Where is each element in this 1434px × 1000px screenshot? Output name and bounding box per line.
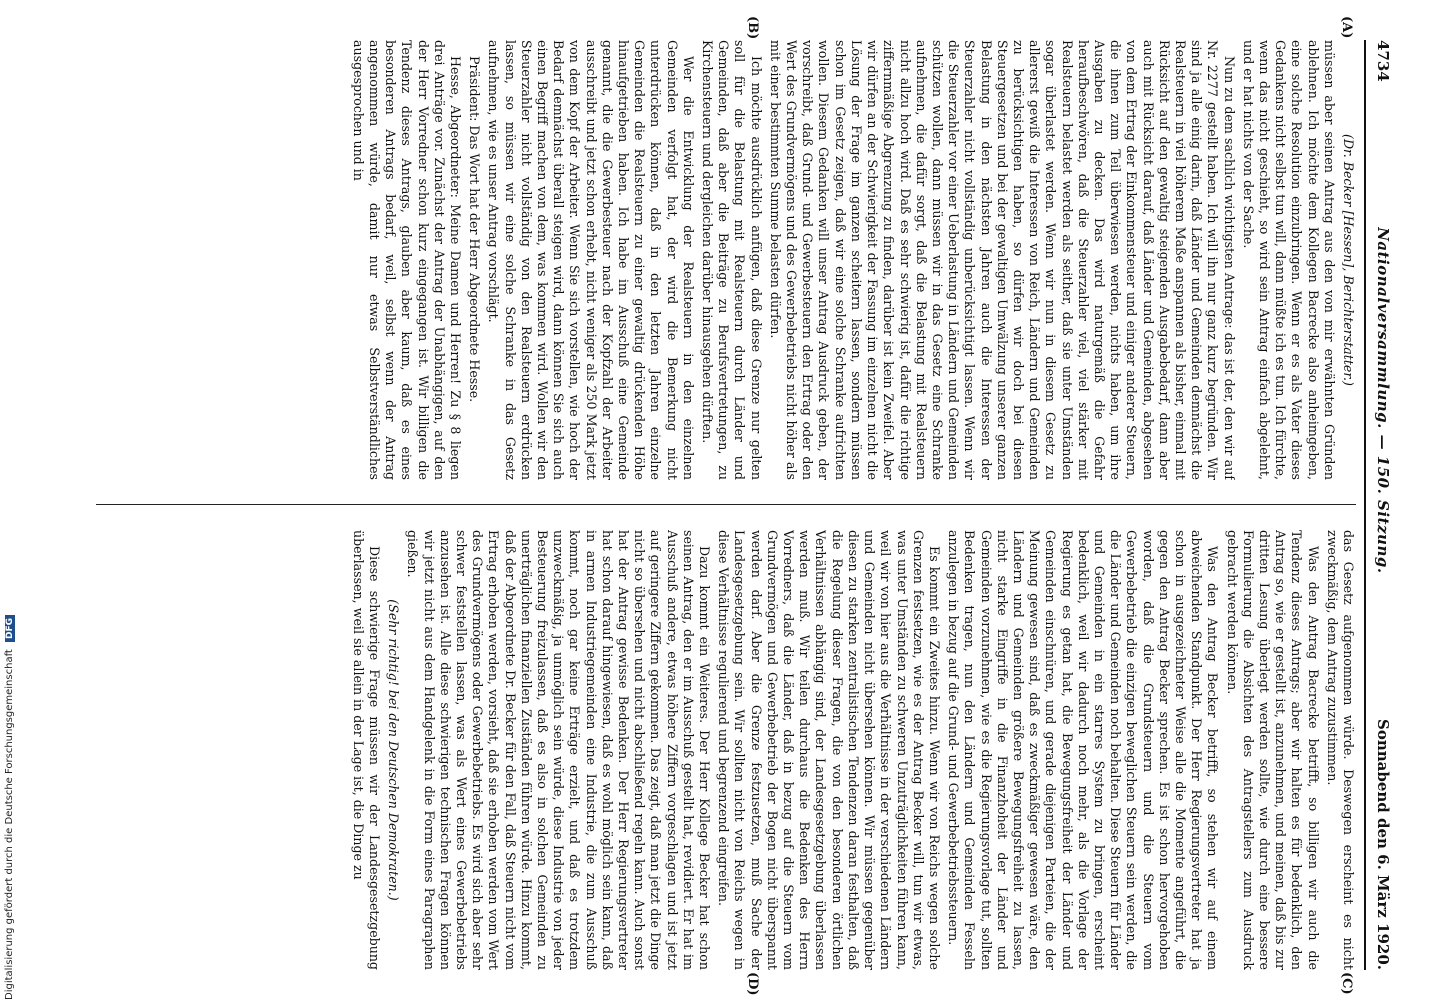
paragraph: müssen aber seinen Antrag aus den von mir erwähnten Gründen ablehnen. Ich möchte dem Kollegen Bacrecke also anheimgeben, eine solche Resolution einzubringen. Wenn er es als Vater dieses Gedankens nicht selbst tun will, dann müßte ich es tun. Ich fürchte, wenn das nicht geschieht, so wird sein Antrag einfach abgelehnt, und er hat nichts von der Sache.: [1240, 40, 1337, 480]
paragraph: Ich möchte ausdrücklich anfügen, daß diese Grenze nur gelten soll für die Belastung mit Realsteuern durch Länder und Gemeinden, daß aber die Beiträge zu Berufsvertretungen, zu Kirchensteuern und dergleichen darüber hinausgehen dürften.: [700, 40, 764, 480]
credit-text: Digitalisierung gefördert durch die Deutsche Forschungsgemeinschaft: [4, 649, 15, 1000]
paragraph: Es kommt ein Zweites hinzu. Wenn wir von Reichs wegen solche Grenzen festsetzen, wie es der Antrag Becker will, tun wir etwas, was unter Umständen zu schweren Unzuträglichkeiten führen kann, weil wir von hier aus die Verhältnisse in der verschiedenen Ländern und Gemeinden nicht übersehen können. Wir müssen gegenüber diesen zu starken zentralistischen Tendenzen daran festhalten, daß die Regelung dieser Fragen, die von den besonderen örtlichen Verhältnissen abhängig sind, der Landesgesetzgebung überlassen werden muß. Wir teilen durchaus die Bedenken des Herrn Vorredners, daß die Länder, daß in bezug auf die Steuern vom Grundvermögen und Gewerbebetrieb der Bogen nicht überspannt werden darf. Aber die Grenze festzusetzen, muß Sache der Landesgesetzgebung sein. Wir sollten nicht von Reichs wegen in diese Verhältnisse regulierend und begrenzend eingreifen.: [716, 530, 942, 970]
left-column: [76, 40, 1356, 480]
dfg-logo: DFG: [5, 615, 15, 642]
document-page: [60, 10, 1400, 996]
paragraph: Diese schwierige Frage müssen wir der Landesgesetzgebung überlassen, weil sie allein in der Lage ist, die Dinge zu: [350, 530, 383, 970]
paragraph: Was den Antrag Becker betrifft, so stehen wir auf einem abweichenden Standpunkt. Der Herr Regierungsvertreter hat ja schon in ausgezeichneter Weise alle die Momente angeführt, die gegen den Antrag Becker sprechen. Es ist schon hervorgehoben worden, daß die Grundsteuern und die Steuern vom Gewerbebetrieb die einzigen beweglichen Steuern sein werden, die die Länder und Gemeinden noch behalten. Diese Steuern für Länder und Gemeinden in ein starres System zu bringen, erscheint bedenklich, weil wir dadurch noch mehr, als die Vorlage der Regierung es getan hat, die Bewegungsfreiheit der Länder und Gemeinden einschnüren, und gerade diejenigen Parteien, die der Meinung gewesen sind, daß es zweckmäßiger gewesen wäre, den Ländern und Gemeinden größere Bewegungsfreiheit zu lassen, nicht starke Eingriffe in die Finanzhoheit der Länder und Gemeinden vorzunehmen, wie es die Regierungsvorlage tut, sollten Bedenken tragen, nun den Ländern und Gemeinden Fesseln anzulegen in bezug auf die Grund- und Gewerbebetriebssteuern.: [946, 530, 1221, 970]
page-number: 4734: [1374, 40, 1392, 82]
interjection: (Sehr richtig! bei den Deutschen Demokraten.): [386, 599, 402, 901]
paragraph: Was den Antrag Bacrecke betrifft, so billigen wir auch die Tendenz dieses Antrags; aber wir halten es für bedenklich, den Antrag so, wie er gestellt ist, anzunehmen, und meinen, daß bis zur dritten Lesung überlegt werden sollte, wie durch eine bessere Formulierung die Absichten des Antragstellers zum Ausdruck gebracht werden können.: [1224, 530, 1321, 970]
page-title: Nationalversammlung. — 150. Sitzung.: [1374, 227, 1392, 574]
margin-mark-a: (A): [1339, 16, 1354, 39]
margin-mark-c: (C): [1339, 972, 1354, 995]
session-date: Sonnabend den 6. März 1920.: [1374, 719, 1392, 970]
speaker-note: (Dr. Becker [Hessen], Berichterstatter.): [1341, 134, 1356, 386]
paragraph: Nun zu dem sachlich wichtigsten Antrage: das ist der, den wir auf Nr. 2277 gestellt haben. Ich will ihn nur ganz kurz begründen. Wir sind ja alle einig darin, daß Länder und Gemeinden demnächst die Realsteuern in viel höherem Maße anspannen als bisher, einmal mit Rücksicht auf den gewaltig steigenden Ausgabebedarf, dann aber auch mit Rücksicht darauf, daß Länder und Gemeinden, abgesehen von dem Ertrag der Einkommensteuer und einiger anderer Steuern, die ihnen zum Teil überwiesen werden, nichts haben, um ihre Ausgaben zu decken. Das wird naturgemäß die Gefahr heraufbeschwören, daß die Steuerzahler viel, viel stärker mit Realsteuern belastet werden als seither, daß sie unter Umständen sogar überlastet werden. Wenn wir nun in diesem Gesetz zu allererst gewiß die Interessen von Reich, Ländern und Gemeinden zu berücksichtigen haben, so dürfen wir doch bei diesen Steuergesetzen und bei der gewaltigen Umwälzung unserer ganzen Belastung in den nächsten Jahren auch die Interessen der Steuerzahler nicht vollständig unberücksichtigt lassen. Wenn wir die Steuerzahler vor einer Ueberlastung in Ländern und Gemeinden schützen wollen, dann müssen wir in das Gesetz eine Schranke aufnehmen, die dafür sorgt, daß die Belastung mit Realsteuern nicht allzu hoch wird. Daß es sehr schwierig ist, dafür die richtige ziffernmäßige Abgrenzung zu finden, darüber ist kein Zweifel. Aber wir dürfen an der Schwierigkeit der Fassung im einzelnen nicht die Lösung der Frage im ganzen scheitern lassen, sondern müssen schon im Gesetz zeigen, daß wir eine solche Schranke aufrichten wollen. Diesem Gedanken will unser Antrag Ausdruck geben, der vorschreibt, daß Grund- und Gewerbesteuern den Ertrag oder den Wert des Grundvermögens und des Gewerbebetriebs nicht höher als mit einer bestimmten Summe belasten dürfen.: [767, 40, 1237, 480]
paragraph: Dazu kommt ein Weiteres. Der Herr Kollege Becker hat schon seinen Antrag, den er im Ausschuß gestellt hat, revidiert. Er hat im Ausschuß andere, etwas höhere Ziffern vorgeschlagen und ist jetzt auf geringere Ziffern gekommen. Das zeigt, daß man jetzt die Dinge nicht so übersehen und nicht abschließend regeln kann. Auch sonst hat der Antrag gewisse Bedenken. Der Herr Regierungsvertreter hat schon darauf hingewiesen, daß es wohl möglich sein kann, daß in armen Industriegemeinden eine Industrie, die zum Ausschuß kommt, noch gar keine Erträge erzielt, und daß es trotzdem unzweckmäßig, ja unmöglich sein würde, diese Industrie von jeder Besteuerung freizulassen, daß es also in solchen Gemeinden zu unerträglichen finanziellen Zuständen führen würde. Hinzu kommt, daß der Abgeordnete Dr. Becker für den Fall, daß Steuern nicht vom Ertrag erhoben werden, vorsieht, daß sie erhoben werden vom Wert des Grundvermögens oder Gewerbebetriebs. Es wird sich aber sehr schwer feststellen lassen, was als Wert eines Gewerbebetriebs anzusehen ist. Alle diese schwierigen technischen Fragen können wir jetzt nicht aus dem Handgelenk in die Form eines Paragraphen gießen.: [405, 530, 713, 970]
column-divider: [96, 504, 1356, 505]
paragraph: Hesse, Abgeordneter: Meine Damen und Herren! Zu § 8 liegen drei Anträge vor. Zunächst der Antrag der Unabhängigen, auf den der Herr Vorredner schon kurz eingegangen ist. Wir billigen die Tendenz dieses Antrags, glauben aber kaum, daß es eines besonderen Antrags bedarf, weil, selbst wenn der Antrag angenommen würde, damit nur etwas Selbstverständliches ausgesprochen und in: [350, 40, 464, 480]
paragraph: Wer die Entwicklung der Realsteuern in den einzelnen Gemeinden verfolgt hat, der wird die Bemerkung nicht unterdrücken können, daß in den letzten Jahren einzelne Gemeinden die Realsteuern zu einer gewaltig drückenden Höhe hinaufgetrieben haben. Ich habe im Ausschuß eine Gemeinde genannt, die die Gewerbesteuer nach der Kopfzahl der Arbeiter ausschreibt und jetzt schon erhebt, nicht weniger als 250 Mark jetzt von dem Kopf der Arbeiter. Wenn Sie sich vorstellen, wie hoch der Bedarf demnächst überall steigen wird, dann können Sie sich auch einen Begriff machen von dem, was kommen wird. Wollen wir den Steuerzahler nicht vollständig von den Realsteuern erdrücken lassen, so müssen wir eine solche Schranke in das Gesetz aufnehmen, wie es unser Antrag vorschlägt.: [486, 40, 696, 480]
digitization-credit: [4, 20, 18, 1000]
margin-mark-d: (D): [745, 972, 760, 996]
paragraph: Präsident: Das Wort hat der Herr Abgeordnete Hesse.: [467, 56, 483, 403]
margin-mark-b: (B): [745, 16, 760, 40]
page-header: [1364, 40, 1392, 970]
paragraph: das Gesetz aufgenommen würde. Deswegen erscheint es nicht zweckmäßig, dem Antrag zuzustimmen.: [1324, 530, 1356, 970]
right-column: [76, 530, 1356, 970]
